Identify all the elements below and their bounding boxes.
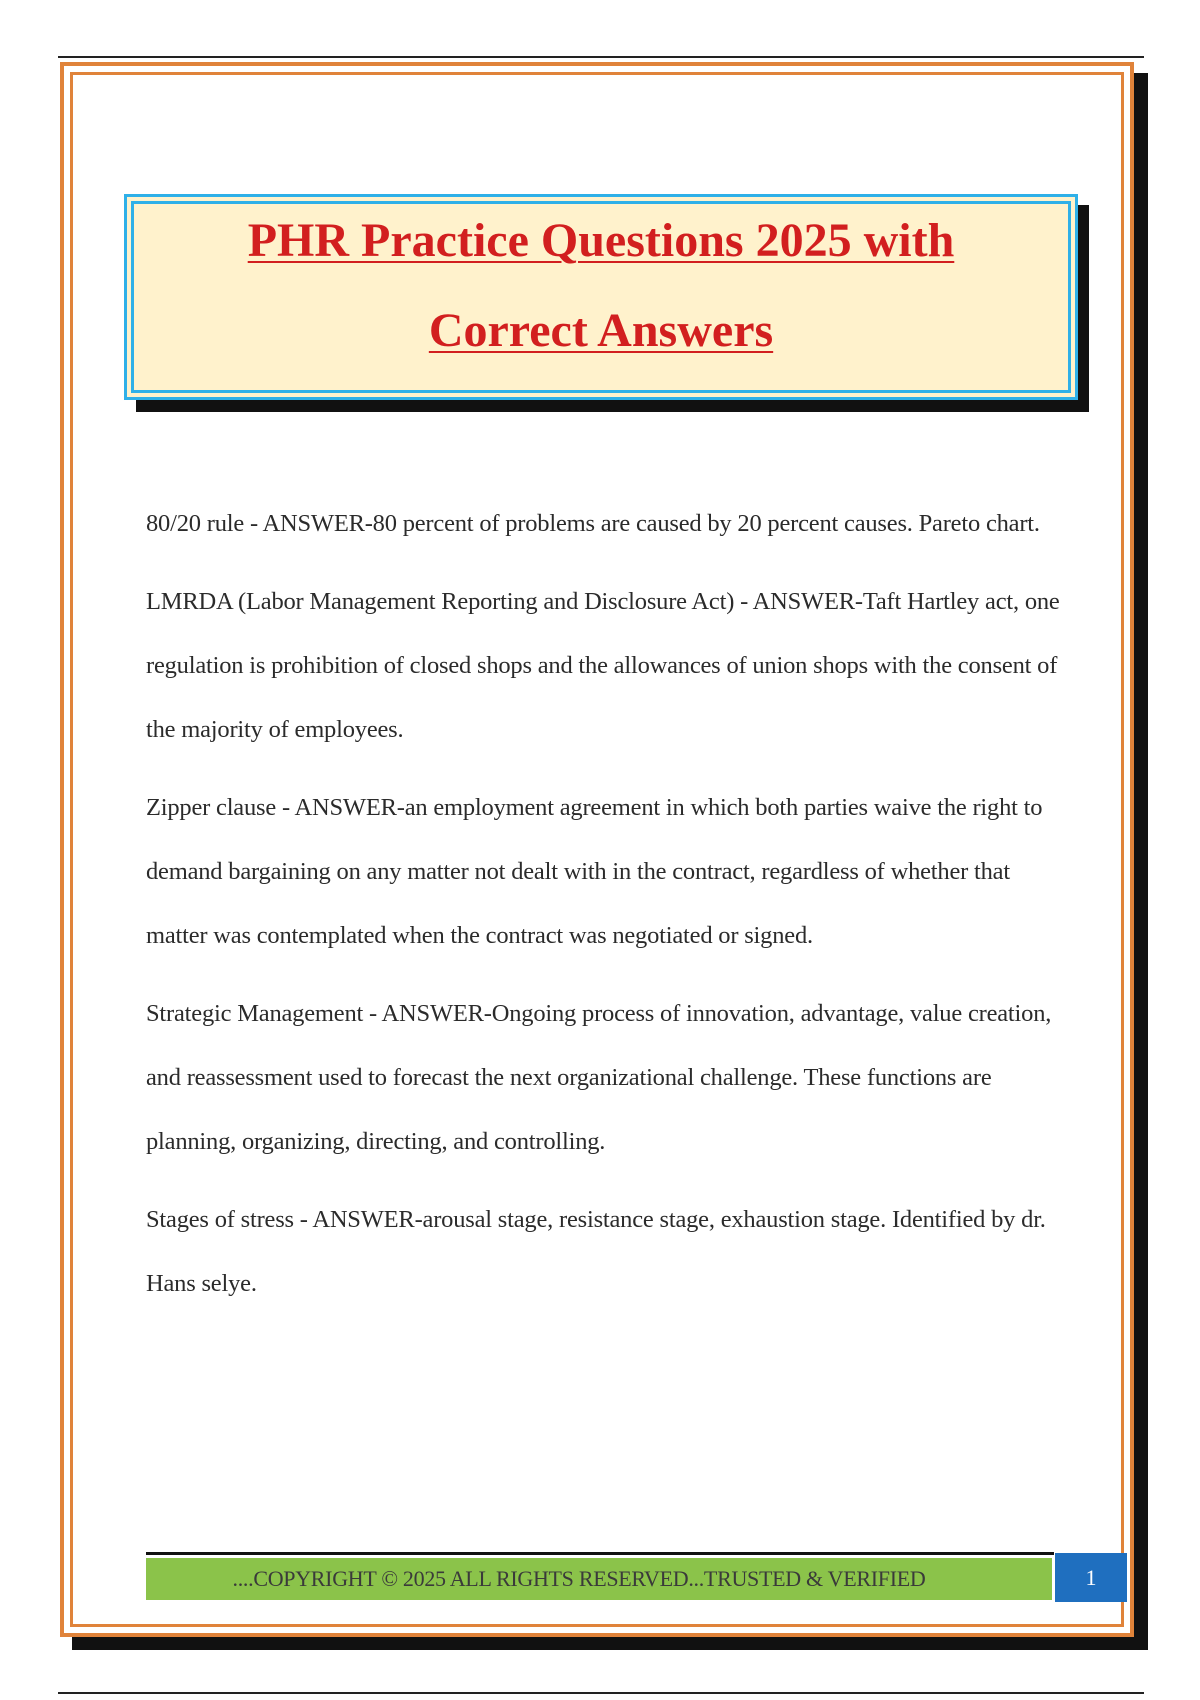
page-number: 1: [1085, 1564, 1097, 1590]
qa-entry-strategic-management: Strategic Management - ANSWER-Ongoing process of innovation, advantage, value creation, and reassessment used to forecast the next organizational challenge. These functions are planning, organizing, directing, and controlling.: [146, 1000, 1052, 1155]
footer-bar: [146, 1558, 1052, 1600]
title-box: [124, 194, 1078, 400]
copyright-text: ....COPYRIGHT © 2025 ALL RIGHTS RESERVED...TRUSTED & VERIFIED: [232, 1566, 926, 1591]
qa-entry-80-20-rule: 80/20 rule - ANSWER-80 percent of problems are caused by 20 percent causes. Pareto chart.: [146, 510, 1040, 537]
qa-entry-stages-of-stress: Stages of stress - ANSWER-arousal stage, resistance stage, exhaustion stage. Identified by dr. Hans selye.: [146, 1206, 1046, 1297]
qa-entry-zipper-clause: Zipper clause - ANSWER-an employment agreement in which both parties waive the right to demand bargaining on any matter not dealt with in the contract, regardless of whether that matter was contemplated when the contract was negotiated or signed.: [146, 794, 1043, 949]
bottom-rule: [58, 1692, 1144, 1694]
footer-rule: [146, 1552, 1054, 1555]
page-title-line-1: PHR Practice Questions 2025 with: [247, 214, 955, 267]
qa-entry-lmrda: LMRDA (Labor Management Reporting and Disclosure Act) - ANSWER-Taft Hartley act, one regulation is prohibition of closed shops and the allowances of union shops with the consent of the majority of employees.: [146, 588, 1060, 743]
top-rule: [58, 56, 1144, 58]
page-number-badge: [1055, 1553, 1127, 1602]
qa-list: [146, 492, 1076, 1330]
page-title-line-2: Correct Answers: [428, 304, 774, 357]
